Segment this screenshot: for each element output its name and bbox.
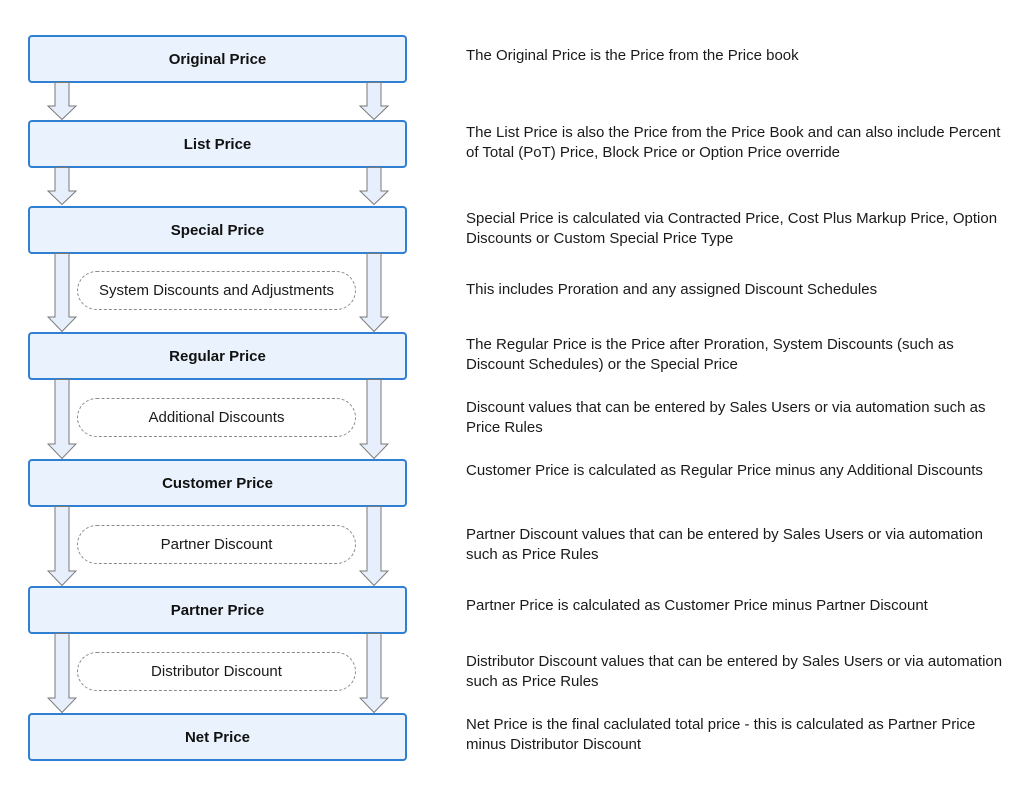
- description-regular-price: The Regular Price is the Price after Proration, System Discounts (such as Discount Schedules) or the Special Price: [466, 336, 954, 373]
- description-distributor-discount: Distributor Discount values that can be entered by Sales Users or via automation such as Price Rules: [466, 653, 1003, 690]
- stage-regular-price: [28, 332, 407, 380]
- stage-label: Special Price: [170, 221, 265, 239]
- down-arrow-icon: [47, 253, 77, 332]
- adjustment-label: Distributor Discount: [151, 663, 282, 680]
- stage-label: List Price: [183, 135, 252, 153]
- stage-list-price: [28, 120, 407, 168]
- description-net-price: Net Price is the final caclulated total price - this is calculated as Partner Price minus Distributor Discount: [466, 716, 976, 753]
- description-partner-discount: Partner Discount values that can be entered by Sales Users or via automation such as Price Rules: [466, 526, 983, 563]
- stage-label: Regular Price: [169, 347, 266, 365]
- description-special-price: Special Price is calculated via Contracted Price, Cost Plus Markup Price, Option Discounts or Custom Special Price Type: [466, 210, 998, 247]
- stage-original-price: [28, 35, 407, 83]
- description-original-price: The Original Price is the Price from the Price book: [466, 47, 799, 64]
- adjustment-label: Partner Discount: [160, 536, 273, 553]
- down-arrow-icon: [47, 167, 77, 205]
- adjustment-label: Additional Discounts: [148, 409, 285, 426]
- stage-label: Original Price: [168, 50, 267, 68]
- description-customer-price: Customer Price is calculated as Regular Price minus any Additional Discounts: [466, 462, 983, 479]
- adjustment-label: System Discounts and Adjustments: [98, 282, 335, 299]
- down-arrow-icon: [47, 379, 77, 459]
- description-list-price: The List Price is also the Price from the Price Book and can also include Percent of Total (PoT) Price, Block Price or Option Price override: [466, 124, 1001, 161]
- stage-partner-price: [28, 586, 407, 634]
- stage-label: Partner Price: [170, 601, 265, 619]
- stage-net-price: [28, 713, 407, 761]
- stage-special-price: [28, 206, 407, 254]
- adjustment-distributor-discount: [77, 652, 356, 691]
- adjustment-partner-discount: [77, 525, 356, 564]
- down-arrow-icon: [47, 633, 77, 713]
- down-arrow-icon: [359, 633, 389, 713]
- description-system-discounts: This includes Proration and any assigned Discount Schedules: [466, 281, 878, 298]
- down-arrow-icon: [47, 506, 77, 586]
- down-arrow-icon: [47, 82, 77, 120]
- down-arrow-icon: [359, 379, 389, 459]
- stage-label: Net Price: [184, 728, 251, 746]
- down-arrow-icon: [359, 82, 389, 120]
- description-additional-discounts: Discount values that can be entered by Sales Users or via automation such as Price Rules: [466, 399, 986, 436]
- description-partner-price: Partner Price is calculated as Customer Price minus Partner Discount: [466, 597, 928, 614]
- down-arrow-icon: [359, 253, 389, 332]
- stage-customer-price: [28, 459, 407, 507]
- adjustment-additional-discounts: [77, 398, 356, 437]
- adjustment-system-discounts: [77, 271, 356, 310]
- stage-label: Customer Price: [162, 474, 273, 492]
- down-arrow-icon: [359, 506, 389, 586]
- down-arrow-icon: [359, 167, 389, 205]
